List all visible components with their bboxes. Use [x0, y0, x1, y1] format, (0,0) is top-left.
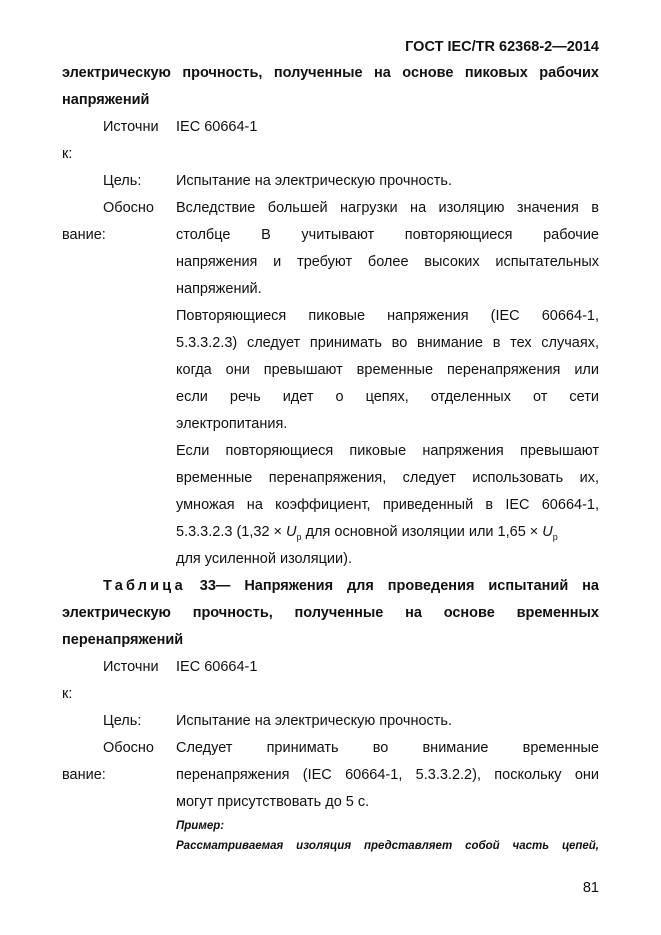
section2-source-label-cont: к: [62, 686, 73, 702]
section1-rationale-line: напряжения и требуют более высоких испытательных [176, 254, 599, 270]
section1-rationale-line: столбце В учитывают повторяющиеся рабочие [176, 227, 599, 243]
section2-title-line2: электрическую прочность, полученные на основе временных [62, 605, 599, 621]
example-label: Пример: [176, 820, 225, 832]
times-symbol: × [529, 524, 539, 540]
section1-rationale-line: 5.3.3.2.3) следует принимать во внимание в тех случаях, [176, 335, 599, 351]
page-number: 81 [582, 880, 599, 896]
section1-formula-line [176, 523, 599, 546]
voltage-subscript: p [552, 531, 558, 542]
section1-rationale-line: электропитания. [176, 416, 288, 432]
section2-source-label: Источни [103, 659, 159, 675]
section1-source-label-cont: к: [62, 146, 73, 162]
table-title-rest: 33— Напряжения для проведения испытаний на [199, 578, 599, 594]
section2-goal-label: Цель: [103, 713, 142, 729]
section2-rationale-line: Следует принимать во внимание временные [176, 740, 599, 756]
voltage-symbol: U [542, 524, 553, 540]
section1-source-label: Источни [103, 119, 159, 135]
section1-rationale-line: Если повторяющиеся пиковые напряжения превышают [176, 443, 599, 459]
section1-formula-last-line: для усиленной изоляции). [176, 551, 352, 567]
section2-goal-value: Испытание на электрическую прочность. [176, 713, 452, 729]
formula-middle: для основной изоляции или 1,65 [301, 524, 530, 540]
section1-rationale-line: умножая на коэффициент, приведенный в IEC 60664-1, [176, 497, 599, 513]
formula-prefix: 5.3.3.2.3 (1,32 [176, 524, 274, 540]
section1-title-line1: электрическую прочность, полученные на основе пиковых рабочих [62, 65, 599, 81]
section2-title-line3: перенапряжений [62, 632, 184, 648]
section2-title-line1 [62, 577, 599, 595]
section1-goal-label: Цель: [103, 173, 142, 189]
section1-rationale-label: Обосно [103, 200, 154, 216]
document-code-header: ГОСТ IEC/TR 62368-2—2014 [405, 39, 599, 55]
section1-rationale-label-cont: вание: [62, 227, 106, 243]
section2-rationale-label-cont: вание: [62, 767, 106, 783]
table-word: Таблица [103, 578, 186, 594]
section1-title-line2: напряжений [62, 92, 150, 108]
voltage-subscript: p [296, 531, 302, 542]
section1-rationale-line: временные перенапряжения, следует использовать их, [176, 470, 599, 486]
section2-source-value: IEC 60664-1 [176, 659, 258, 675]
section2-rationale-label: Обосно [103, 740, 154, 756]
section1-rationale-line: Вследствие большей нагрузки на изоляцию значения в [176, 200, 599, 216]
section2-rationale-line: могут присутствовать до 5 с. [176, 794, 370, 810]
times-symbol: × [273, 524, 283, 540]
section1-rationale-line: если речь идет о цепях, отделенных от сети [176, 389, 599, 405]
section1-rationale-line: напряжений. [176, 281, 262, 297]
section1-goal-value: Испытание на электрическую прочность. [176, 173, 452, 189]
voltage-symbol: U [286, 524, 297, 540]
example-text-line: Рассматриваемая изоляция представляет собой часть цепей, [176, 840, 599, 852]
section1-rationale-line: когда они превышают временные перенапряжения или [176, 362, 599, 378]
section2-rationale-line: перенапряжения (IEC 60664-1, 5.3.3.2.2), поскольку они [176, 767, 599, 783]
section1-rationale-line: Повторяющиеся пиковые напряжения (IEC 60664-1, [176, 308, 599, 324]
section1-source-value: IEC 60664-1 [176, 119, 258, 135]
